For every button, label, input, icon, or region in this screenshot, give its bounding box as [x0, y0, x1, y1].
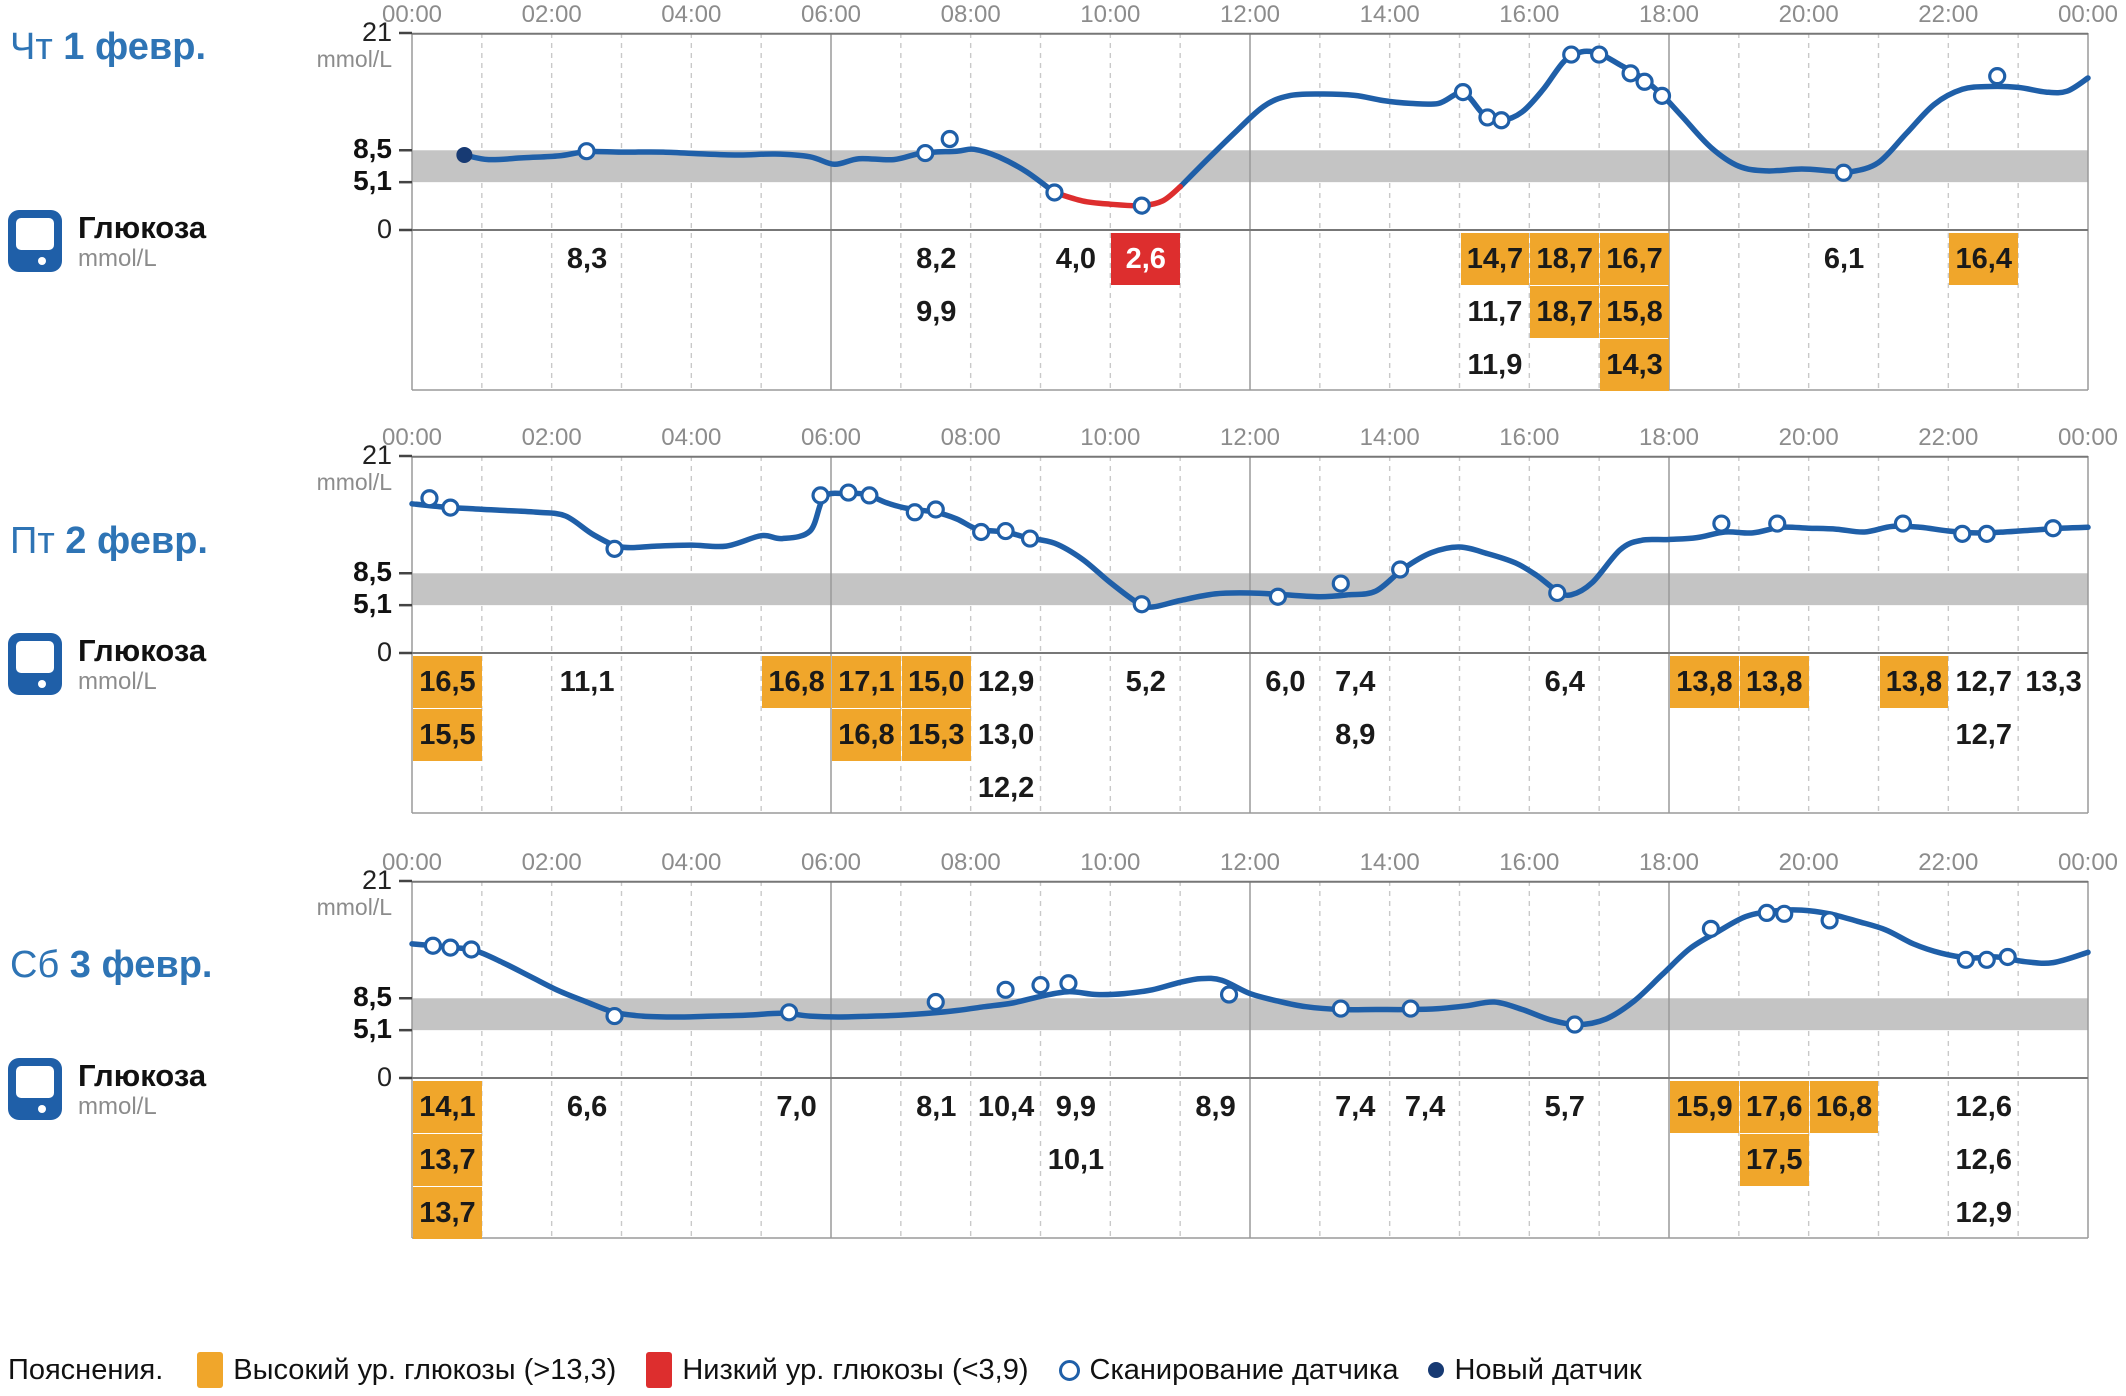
glucose-meter-icon: [8, 1058, 62, 1120]
sensor-scan-marker: [928, 502, 943, 517]
time-axis-label: 00:00: [381, 1, 443, 28]
glucose-value-cell: 11,7: [1467, 296, 1523, 328]
sensor-scan-marker: [607, 541, 622, 556]
legend-item-label: Новый датчик: [1454, 1353, 1642, 1386]
glucose-value-cell: 15,3: [902, 709, 971, 761]
sensor-scan-marker: [928, 995, 943, 1010]
sensor-scan-marker: [464, 942, 479, 957]
low-glucose-swatch-icon: [646, 1352, 672, 1388]
glucose-value-cell: 15,8: [1600, 286, 1669, 338]
sensor-scan-marker: [1759, 905, 1774, 920]
day-date: 1 февр.: [63, 26, 207, 68]
sensor-scan-marker: [1655, 88, 1670, 103]
sensor-scan-marker: [1270, 589, 1285, 604]
glucose-value-cell: 18,7: [1530, 286, 1599, 338]
time-axis-label: 10:00: [1080, 424, 1141, 451]
sensor-scan-marker: [813, 488, 828, 503]
sensor-scan-marker: [607, 1009, 622, 1024]
time-axis-label: 10:00: [1080, 849, 1141, 876]
sensor-scan-marker: [1777, 906, 1792, 921]
glucose-value-cell: 7,4: [1335, 1091, 1376, 1123]
glucose-value-cell: 14,7: [1461, 233, 1530, 285]
glucose-value-cell: 15,0: [902, 656, 971, 708]
day-label: [10, 26, 206, 69]
y-tick-lower: 5,1: [353, 1013, 392, 1045]
glucose-value-cell: 9,9: [1055, 1091, 1097, 1123]
sensor-scan-marker: [579, 144, 594, 159]
y-axis-labels: [252, 17, 392, 253]
glucose-value-cell: 8,2: [916, 243, 957, 275]
glucose-value-cell: 16,8: [762, 656, 831, 708]
glucose-value-cell: 4,0: [1055, 243, 1097, 275]
time-axis-label: 08:00: [940, 424, 1001, 451]
glucose-value-cell: 12,6: [1955, 1144, 2012, 1176]
glucose-value-cell: 6,6: [566, 1091, 608, 1123]
legend-item-low: [646, 1352, 1028, 1388]
sensor-scan-marker: [1134, 198, 1149, 213]
glucose-value-cell: 8,3: [566, 243, 608, 275]
sensor-scan-marker: [907, 505, 922, 520]
sensor-scan-marker: [1333, 1001, 1348, 1016]
sensor-scan-marker: [1494, 113, 1509, 128]
glucose-value-cell: 16,8: [1810, 1081, 1879, 1133]
sensor-scan-marker: [1033, 978, 1048, 993]
glucose-value-cell: 13,3: [2025, 666, 2082, 698]
sensor-scan-marker: [998, 524, 1013, 539]
time-axis-label: 00:00: [2057, 849, 2119, 876]
legend-item-new-sensor: [1428, 1354, 1641, 1387]
day-label: [10, 944, 212, 987]
glucose-unit-label: mmol/L: [78, 1093, 157, 1120]
glucose-value-cell: 6,4: [1544, 666, 1585, 698]
y-axis-labels: [252, 865, 392, 1101]
glucose-value-cell: 8,9: [1195, 1091, 1236, 1123]
sensor-scan-marker: [1023, 531, 1038, 546]
sensor-scan-marker: [1822, 913, 1837, 928]
time-axis-label: 16:00: [1499, 849, 1560, 876]
time-axis-label: 06:00: [800, 1, 862, 28]
day-weekday: Сб: [10, 944, 70, 986]
glucose-value-cell: 8,9: [1335, 719, 1376, 751]
glucose-label: Глюкоза: [78, 210, 207, 245]
y-axis-unit: mmol/L: [316, 469, 392, 495]
glucose-meter-icon: [8, 633, 62, 695]
time-axis-label: 18:00: [1638, 424, 1700, 451]
time-axis-label: 10:00: [1080, 1, 1141, 28]
time-axis-label: 00:00: [2057, 424, 2119, 451]
sensor-scan-marker: [1979, 526, 1994, 541]
sensor-scan-marker: [841, 485, 856, 500]
glucose-label: Глюкоза: [78, 633, 207, 668]
glucose-value-cell: 6,0: [1265, 666, 1306, 698]
glucose-value-cell: 10,1: [1047, 1144, 1105, 1176]
glucose-value-cell: 7,4: [1335, 666, 1376, 698]
sensor-scan-marker: [1333, 576, 1348, 591]
glucose-value-cell: 15,5: [413, 709, 482, 761]
glucose-value-cell: 12,6: [1955, 1091, 2012, 1123]
y-axis-labels: [252, 440, 392, 676]
glucose-value-cell: 16,4: [1949, 233, 2018, 285]
sensor-scan-marker: [1703, 921, 1718, 936]
glucose-value-cell: 16,8: [832, 709, 901, 761]
time-axis-label: 02:00: [521, 1, 582, 28]
y-axis-unit: mmol/L: [316, 46, 392, 72]
day-weekday: Пт: [10, 520, 66, 562]
glucose-value-cell: 17,6: [1740, 1081, 1809, 1133]
time-axis-label: 14:00: [1359, 424, 1420, 451]
y-tick-lower: 5,1: [353, 588, 392, 620]
glucose-value-cell: 12,2: [977, 772, 1035, 804]
day-label: [10, 520, 208, 563]
glucose-value-cell: 7,4: [1404, 1091, 1446, 1123]
glucose-value-cell: 13,7: [413, 1134, 482, 1186]
glucose-value-cell: 17,5: [1740, 1134, 1809, 1186]
glucose-value-cell: 9,9: [916, 296, 957, 328]
sensor-scan-marker: [1958, 952, 1973, 967]
sensor-scan-marker: [1895, 516, 1910, 531]
sensor-scan-marker: [2000, 949, 2015, 964]
glucose-value-cell: 12,7: [1955, 719, 2012, 751]
glucose-value-cell: 11,1: [559, 666, 615, 698]
sensor-scan-marker: [443, 500, 458, 515]
time-axis-label: 22:00: [1918, 424, 1979, 451]
time-axis-label: 06:00: [800, 849, 862, 876]
time-axis-label: 06:00: [800, 424, 862, 451]
legend-item-label: Высокий ур. глюкозы (>13,3): [233, 1353, 617, 1386]
sensor-scan-marker: [1592, 47, 1607, 62]
legend-item-label: Сканирование датчика: [1089, 1353, 1399, 1386]
time-axis-label: 00:00: [381, 849, 443, 876]
glucose-value-cell: 13,8: [1670, 656, 1739, 708]
legend-item-scan: [1059, 1354, 1399, 1387]
time-axis-label: 08:00: [940, 849, 1001, 876]
time-axis-label: 20:00: [1778, 849, 1839, 876]
time-axis-label: 12:00: [1219, 424, 1281, 451]
time-axis-label: 22:00: [1918, 1, 1979, 28]
time-axis-label: 04:00: [661, 424, 722, 451]
new-sensor-marker: [456, 147, 472, 163]
y-tick-0: 0: [376, 1062, 392, 1092]
day-weekday: Чт: [10, 26, 64, 68]
y-tick-upper: 8,5: [353, 133, 392, 165]
y-tick-lower: 5,1: [353, 165, 392, 197]
time-axis-label: 02:00: [521, 849, 582, 876]
glucose-unit-label: mmol/L: [78, 245, 157, 272]
sensor-scan-marker: [1770, 516, 1785, 531]
glucose-value-cell: 12,9: [1955, 1197, 2012, 1229]
time-axis-label: 04:00: [661, 849, 722, 876]
time-axis-label: 12:00: [1219, 849, 1281, 876]
legend-item-high: [197, 1352, 616, 1388]
y-axis-unit: mmol/L: [316, 894, 392, 920]
sensor-scan-marker: [782, 1005, 797, 1020]
glucose-chart: [412, 456, 2088, 816]
glucose-value-cell: 13,0: [977, 719, 1035, 751]
sensor-scan-marker: [1637, 74, 1652, 89]
sensor-scan-marker: [1222, 987, 1237, 1002]
sensor-scan-marker: [1955, 526, 1970, 541]
y-tick-0: 0: [376, 214, 392, 244]
glucose-chart: [412, 33, 2088, 393]
sensor-scan-circle-icon: [1059, 1360, 1080, 1381]
glucose-label: Глюкоза: [78, 1058, 207, 1093]
glucose-value-cell: 15,9: [1670, 1081, 1739, 1133]
legend-item-label: Низкий ур. глюкозы (<3,9): [682, 1353, 1029, 1386]
legend-title: Пояснения.: [8, 1353, 164, 1386]
sensor-scan-marker: [1455, 85, 1470, 100]
glucose-value-cell: 2,6: [1111, 233, 1180, 285]
sensor-scan-marker: [1403, 1001, 1418, 1016]
glucose-value-cell: 13,8: [1740, 656, 1809, 708]
time-axis-label: 20:00: [1778, 1, 1839, 28]
sensor-scan-marker: [862, 488, 877, 503]
sensor-scan-marker: [1623, 66, 1638, 81]
y-tick-21: 21: [361, 865, 392, 895]
glucose-value-cell: 10,4: [977, 1091, 1035, 1123]
sensor-scan-marker: [974, 524, 989, 539]
glucose-value-cell: 6,1: [1823, 243, 1865, 275]
sensor-scan-marker: [1134, 597, 1149, 612]
glucose-value-cell: 14,1: [413, 1081, 482, 1133]
time-axis-label: 00:00: [381, 424, 443, 451]
sensor-scan-marker: [1550, 585, 1565, 600]
time-axis-label: 18:00: [1638, 849, 1700, 876]
sensor-scan-marker: [425, 938, 440, 953]
y-tick-21: 21: [361, 440, 392, 470]
y-tick-0: 0: [376, 637, 392, 667]
day-date: 2 февр.: [65, 520, 208, 562]
sensor-scan-marker: [422, 491, 437, 506]
sensor-scan-marker: [1836, 165, 1851, 180]
sensor-scan-marker: [1061, 976, 1076, 991]
glucose-value-cell: 5,7: [1544, 1091, 1585, 1123]
glucose-value-cell: 7,0: [776, 1091, 817, 1123]
y-tick-21: 21: [361, 17, 392, 47]
sensor-scan-marker: [1567, 1017, 1582, 1032]
glucose-chart: [412, 881, 2088, 1241]
legend: [8, 1352, 1672, 1388]
glucose-value-cell: 14,3: [1600, 339, 1669, 391]
time-axis-label: 08:00: [940, 1, 1001, 28]
glucose-value-cell: 11,9: [1467, 349, 1523, 381]
sensor-scan-marker: [1714, 516, 1729, 531]
time-axis-label: 02:00: [521, 424, 582, 451]
high-glucose-swatch-icon: [197, 1352, 223, 1388]
day-date: 3 февр.: [69, 944, 213, 986]
glucose-value-cell: 12,7: [1955, 666, 2012, 698]
sensor-scan-marker: [998, 982, 1013, 997]
time-axis-label: 16:00: [1499, 1, 1560, 28]
time-axis-label: 00:00: [2057, 1, 2119, 28]
sensor-scan-marker: [2046, 521, 2061, 536]
glucose-value-cell: 18,7: [1530, 233, 1599, 285]
glucose-unit-label: mmol/L: [78, 668, 157, 695]
sensor-scan-marker: [942, 132, 957, 147]
glucose-value-cell: 13,7: [413, 1187, 482, 1239]
sensor-scan-marker: [1564, 47, 1579, 62]
sensor-scan-marker: [1979, 952, 1994, 967]
glucose-value-cell: 16,5: [413, 656, 482, 708]
time-axis-label: 12:00: [1219, 1, 1281, 28]
time-axis-label: 18:00: [1638, 1, 1700, 28]
time-axis-label: 14:00: [1359, 1, 1420, 28]
glucose-value-cell: 12,9: [977, 666, 1035, 698]
y-tick-upper: 8,5: [353, 981, 392, 1013]
glucose-value-cell: 5,2: [1125, 666, 1166, 698]
sensor-scan-marker: [918, 146, 933, 161]
glucose-value-cell: 13,8: [1880, 656, 1949, 708]
time-axis-label: 20:00: [1778, 424, 1839, 451]
time-axis-label: 22:00: [1918, 849, 1979, 876]
glucose-value-cell: 8,1: [916, 1091, 957, 1123]
time-axis-label: 14:00: [1359, 849, 1420, 876]
new-sensor-dot-icon: [1428, 1362, 1444, 1378]
glucose-value-cell: 17,1: [832, 656, 901, 708]
time-axis-label: 16:00: [1499, 424, 1560, 451]
sensor-scan-marker: [443, 940, 458, 955]
glucose-meter-icon: [8, 210, 62, 272]
sensor-scan-marker: [1393, 562, 1408, 577]
sensor-scan-marker: [1990, 69, 2005, 84]
glucose-value-cell: 16,7: [1600, 233, 1669, 285]
y-tick-upper: 8,5: [353, 556, 392, 588]
time-axis-label: 04:00: [661, 1, 722, 28]
sensor-scan-marker: [1047, 185, 1062, 200]
